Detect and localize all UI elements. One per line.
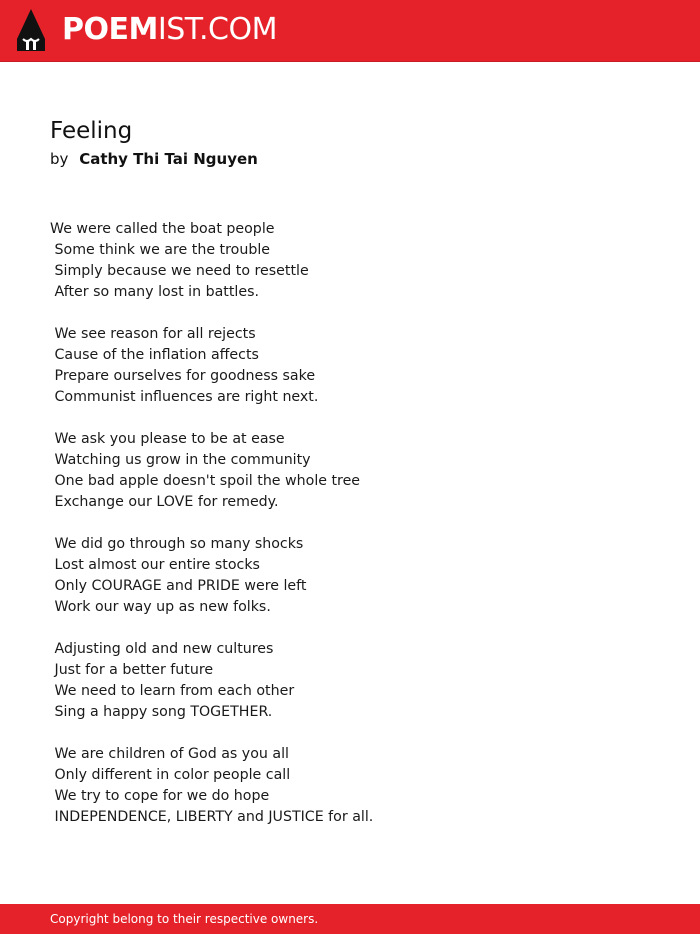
poem-line: One bad apple doesn't spoil the whole tree bbox=[50, 473, 361, 489]
stanza-6 bbox=[50, 744, 650, 828]
site-header bbox=[0, 0, 700, 62]
poem-line: We were called the boat people bbox=[50, 221, 275, 237]
poem-line: Lost almost our entire stocks bbox=[50, 557, 260, 573]
poem-line: Watching us grow in the community bbox=[50, 452, 311, 468]
poem-line: Prepare ourselves for goodness sake bbox=[50, 368, 316, 384]
stanza-4 bbox=[50, 534, 650, 618]
copyright-text: Copyright belong to their respective owners. bbox=[50, 912, 319, 926]
poem-line: Just for a better future bbox=[50, 662, 214, 678]
stanza-3 bbox=[50, 429, 650, 513]
poem-line: Communist influences are right next. bbox=[50, 389, 319, 405]
poem-line: We need to learn from each other bbox=[50, 683, 295, 699]
pencil-tip-icon[interactable] bbox=[17, 9, 45, 51]
poem-line: Work our way up as new folks. bbox=[50, 599, 271, 615]
author-name: Cathy Thi Tai Nguyen bbox=[79, 150, 258, 168]
poem-line: We did go through so many shocks bbox=[50, 536, 304, 552]
poem-line: Only different in color people call bbox=[50, 767, 291, 783]
logo-text-bold: POEM bbox=[62, 12, 158, 47]
site-logo[interactable] bbox=[62, 12, 277, 48]
poem-line: We are children of God as you all bbox=[50, 746, 289, 762]
stanza-5 bbox=[50, 639, 650, 723]
poem-line: After so many lost in battles. bbox=[50, 284, 260, 300]
logo-text-light: IST.COM bbox=[157, 12, 277, 47]
poem-line: Adjusting old and new cultures bbox=[50, 641, 274, 657]
poem-line: Only COURAGE and PRIDE were left bbox=[50, 578, 307, 594]
poem-line: Exchange our LOVE for remedy. bbox=[50, 494, 279, 510]
poem-line: Simply because we need to resettle bbox=[50, 263, 309, 279]
poem-line: Cause of the inflation affects bbox=[50, 347, 259, 363]
stanza-2 bbox=[50, 324, 650, 408]
poem-line: Sing a happy song TOGETHER. bbox=[50, 704, 273, 720]
stanza-1 bbox=[50, 219, 650, 303]
poem-line: Some think we are the trouble bbox=[50, 242, 270, 258]
poem-line: We ask you please to be at ease bbox=[50, 431, 285, 447]
site-footer bbox=[0, 904, 700, 934]
poem-line: We try to cope for we do hope bbox=[50, 788, 270, 804]
poem-line: INDEPENDENCE, LIBERTY and JUSTICE for all. bbox=[50, 809, 374, 825]
poem-byline bbox=[50, 148, 258, 170]
poem-title: Feeling bbox=[50, 118, 133, 144]
poem-line: We see reason for all rejects bbox=[50, 326, 256, 342]
poem-body bbox=[50, 219, 650, 849]
by-label: by bbox=[50, 150, 69, 168]
